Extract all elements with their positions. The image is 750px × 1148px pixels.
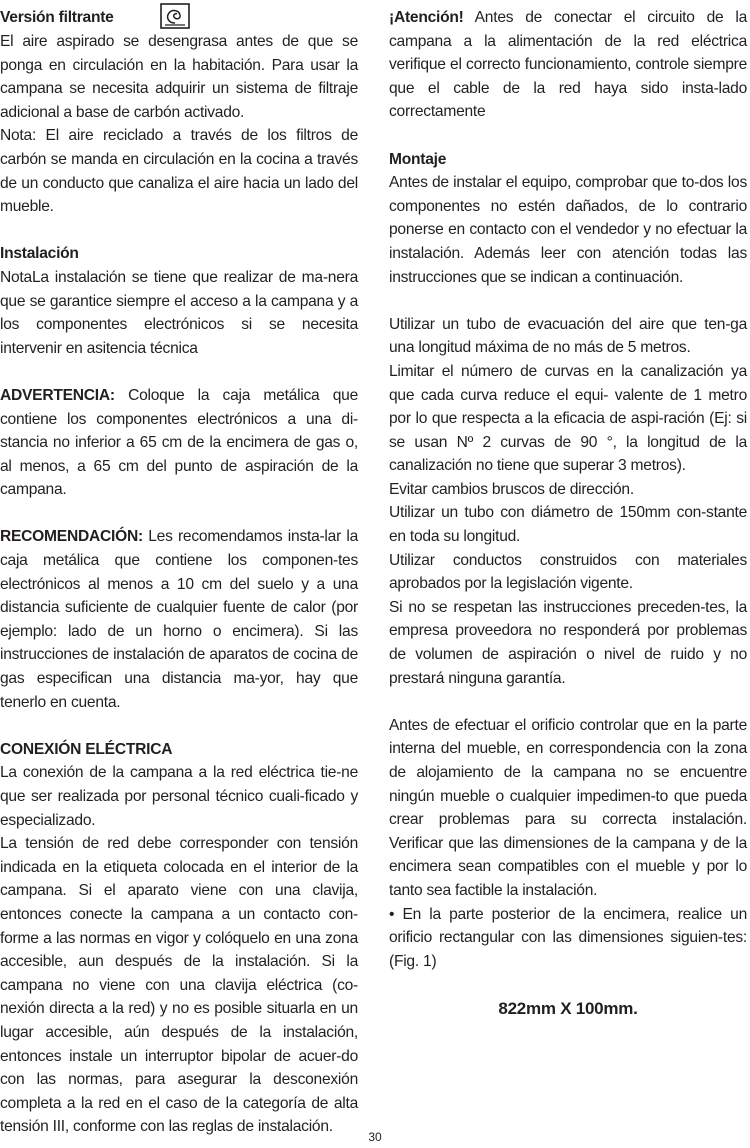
hole-paragraph-1: Antes de efectuar el orificio controlar que en la parte interna del mueble, en correspondencia con la zona de alojamiento de la campana no se encuentre ningún mueble o cualquier impedimen-to que pueda crear problemas para su correcta instalación. Verificar que las dimensiones de la campana y de la encimera sean compatibles con el mueble y por lo tanto sea factible la instalación. xyxy=(389,716,747,899)
right-column xyxy=(389,6,747,1021)
recommendation-label: RECOMENDACIÓN: xyxy=(0,528,143,546)
tube-paragraph-3: Evitar cambios bruscos de dirección. xyxy=(389,480,634,498)
electric-connection-title: CONEXIÓN ELÉCTRICA xyxy=(0,740,173,758)
electric-paragraph-1: La conexión de la campana a la red eléctrica tie-ne que ser realizada por personal técnico cuali-ficado y especializado. xyxy=(0,764,358,829)
tube-paragraph-6: Si no se respetan las instrucciones preceden-tes, la empresa proveedora no responderá por problemas de volumen de aspiración o nivel de ruido y no prestará ninguna garantía. xyxy=(389,598,747,687)
recommendation-text: Les recomendamos insta-lar la caja metálica que contiene los componen-tes electrónicos al menos a 10 cm del suelo y a una distancia suficiente de cualquier fuente de calor (por ejemplo: lado de un horno o encimera). Si las instrucciones de instalación de aparatos de cocina de gas especifican una distancia ma-yor, hay que tenerlo en cuenta. xyxy=(0,528,358,711)
recommendation-paragraph xyxy=(0,525,358,714)
attention-paragraph xyxy=(389,6,747,124)
warning-paragraph xyxy=(0,384,358,502)
installation-paragraph: NotaLa instalación se tiene que realizar de ma-nera que se garantice siempre el acceso a la campana y a los componentes electrónicos si se necesita intervenir en asitencia técnica xyxy=(0,268,358,357)
tube-paragraph-4: Utilizar un tubo con diámetro de 150mm con-stante en toda su longitud. xyxy=(389,504,747,546)
tube-paragraph-2: Limitar el número de curvas en la canalización ya que cada curva reduce el equi- valente de 1 metro por lo que respecta a la eficacia de aspi-ración (Ej: si se usan Nº 2 curvas de 90 °, la longitud de la canalización no tiene que superar 3 metros). xyxy=(389,362,747,475)
warning-text: Coloque la caja metálica que contiene los componentes electrónicos a una di-stancia no inferior a 65 cm de la encimera de gas o, al menos, a 65 cm del punto de aspiración de la campana. xyxy=(0,386,358,499)
installation-title: Instalación xyxy=(0,245,79,263)
tube-paragraph-5: Utilizar conductos construidos con materiales aprobados por la legislación vigente. xyxy=(389,551,747,593)
electric-paragraph-2: La tensión de red debe corresponder con tensión indicada en la etiqueta colocada en el interior de la campana. Si el aparato viene con una clavija, entonces conecte la campana a un contacto con-forme a las normas en vigor y colóquelo en una zona accesible, aun después de la instalación. Si la campana no viene con una clavija eléctrica (co-nexión directa a la red) y no es posible situarla en un lugar accesible, aún después de la instalación, entonces instale un interruptor bipolar de acuer-do con las normas, para asegurar la desconexión completa a la red en el caso de la categoría de alta tensión III, conforme con las reglas de instalación. xyxy=(0,835,358,1136)
mounting-paragraph: Antes de instalar el equipo, comprobar que to-dos los componentes no estén dañados, de lo contrario ponerse en contacto con el vendedor y no efectuar la instalación. Además leer con atención todas las instrucciones que se indican a continuación. xyxy=(389,174,747,286)
cutout-dimensions: 822mm X 100mm. xyxy=(498,998,638,1018)
filter-paragraph-1: El aire aspirado se desengrasa antes de que se ponga en circulación en la habitación. Para usar la campana se necesita adquirir un sistema de filtraje adicional a base de carbón activado. xyxy=(0,33,358,121)
page-number: 30 xyxy=(368,1130,382,1144)
attention-text: Antes de conectar el circuito de la campana a la alimentación de la red eléctrica verifique el correcto funcionamiento, controle siempre que el cable de la red haya sido insta-lado correctamente xyxy=(389,9,747,121)
mounting-title: Montaje xyxy=(389,150,447,168)
tube-paragraph-1: Utilizar un tubo de evacuación del aire que ten-ga una longitud máxima de no más de 5 metros. xyxy=(389,315,747,357)
left-column xyxy=(0,6,358,1139)
attention-label: ¡Atención! xyxy=(389,9,464,26)
hole-paragraph-2: • En la parte posterior de la encimera, realice un orificio rectangular con las dimensiones siguien-tes: (Fig. 1) xyxy=(389,905,747,970)
filter-paragraph-2: Nota: El aire reciclado a través de los filtros de carbón se manda en circulación en la cocina a través de un conducto que canaliza el aire hacia un lado del mueble. xyxy=(0,127,358,216)
filter-version-heading-row xyxy=(0,6,358,30)
warning-label: ADVERTENCIA: xyxy=(0,386,115,404)
filter-version-title: Versión filtrante xyxy=(0,9,114,27)
recirculation-filter-icon xyxy=(160,3,190,29)
